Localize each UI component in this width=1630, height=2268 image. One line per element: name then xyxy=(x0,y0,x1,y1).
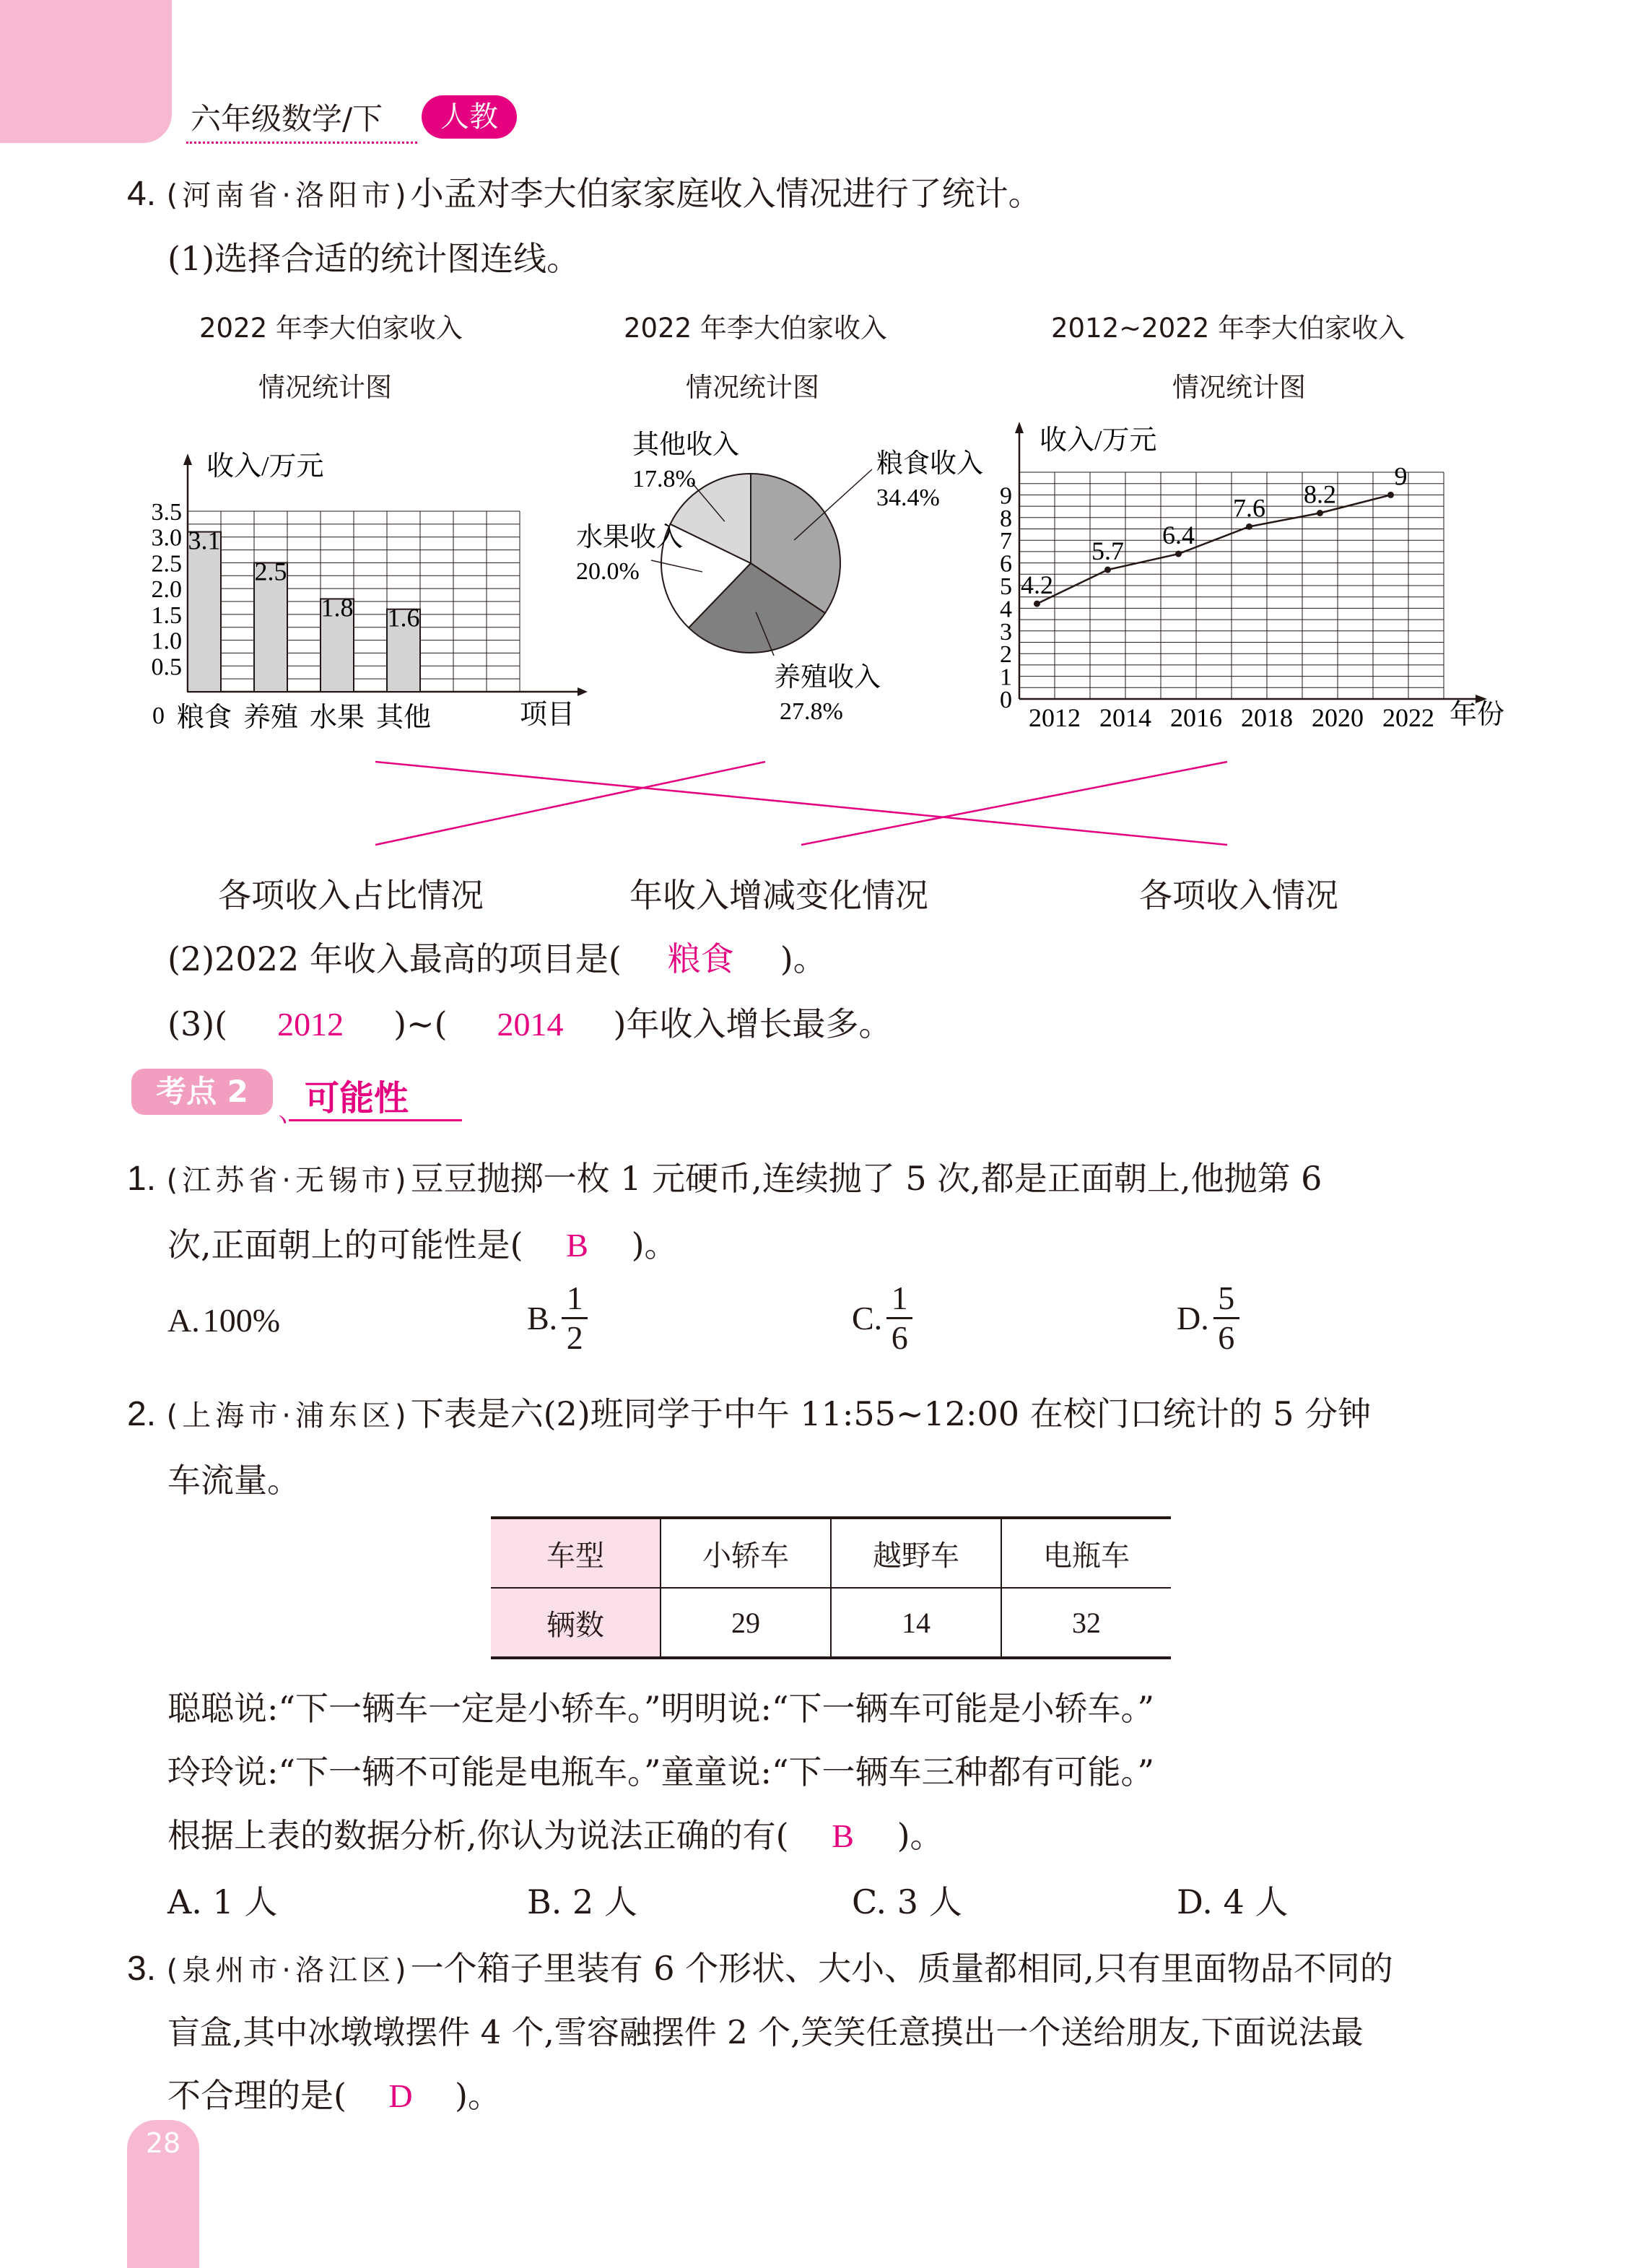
edition-badge: 人教 xyxy=(422,95,517,139)
point-value-label: 7.6 xyxy=(1233,493,1265,523)
match-line-line-to-trend xyxy=(801,762,1227,845)
pie-slice-percent: 17.8% xyxy=(632,466,696,492)
question-source: (泉州市·洛江区) xyxy=(166,1954,411,1987)
question-number: 3. xyxy=(127,1950,157,1988)
denominator: 6 xyxy=(891,1319,908,1356)
question-number: 4. xyxy=(127,175,157,213)
p1-option-d[interactable] xyxy=(1177,1279,1239,1357)
q4-part1: (1)选择合适的统计图连线。 xyxy=(167,239,580,278)
line-chart xyxy=(967,412,1516,751)
data-point xyxy=(1387,492,1394,498)
match-label-share: 各项收入占比情况 xyxy=(218,876,484,915)
p1-option-a[interactable] xyxy=(167,1301,280,1339)
line-chart-title: 2012~2022 年李大伯家收入 xyxy=(1051,313,1405,344)
x-tick-label: 2012 xyxy=(1029,703,1081,732)
question-text: 一个箱子里装有 6 个形状、大小、质量都相同,只有里面物品不同的 xyxy=(410,1949,1393,1988)
x-tick-label: 养殖 xyxy=(243,703,299,733)
point-value-label: 6.4 xyxy=(1162,521,1195,550)
table-header-cell: 电瓶车 xyxy=(1001,1518,1171,1588)
question-source: (河南省·洛阳市) xyxy=(166,179,411,212)
matching-lines xyxy=(361,751,1256,852)
p2-option-c[interactable]: C. 3 人 xyxy=(852,1882,962,1921)
match-label-amounts: 各项收入情况 xyxy=(1139,876,1338,915)
pie-slice-percent: 20.0% xyxy=(576,558,640,585)
y-tick-label: 2.5 xyxy=(151,550,182,578)
y-tick-label: 1 xyxy=(1000,664,1012,691)
denominator: 2 xyxy=(566,1319,583,1356)
bar-chart-subtitle: 情况统计图 xyxy=(258,372,392,403)
text: (3)( xyxy=(167,1004,228,1043)
q4-part3 xyxy=(167,998,892,1046)
x-tick-label: 其他 xyxy=(375,703,432,733)
answer-part2: 粮食 xyxy=(667,941,734,978)
option-label: C. xyxy=(852,1300,883,1337)
data-point xyxy=(1317,510,1323,516)
y-axis-arrow xyxy=(183,453,192,465)
q4-stem xyxy=(127,168,1042,215)
text: (2)2022 年收入最高的项目是( xyxy=(167,939,622,978)
p1-option-b[interactable] xyxy=(527,1279,588,1357)
question-number: 2. xyxy=(127,1395,157,1433)
numerator: 5 xyxy=(1218,1279,1235,1316)
bar-value-label: 3.1 xyxy=(188,526,221,555)
text: 不合理的是( xyxy=(167,2076,347,2115)
text: 次,正面朝上的可能性是( xyxy=(167,1225,523,1264)
x-axis-label: 年份 xyxy=(1450,700,1505,730)
question-number: 1. xyxy=(127,1160,157,1198)
y-tick-label: 5 xyxy=(1000,573,1012,600)
y-tick-label: 3 xyxy=(1000,618,1012,646)
match-line-bar-to-amounts xyxy=(375,762,1227,845)
text: )年收入增长最多。 xyxy=(613,1004,892,1043)
y-tick-label: 3.0 xyxy=(151,524,182,552)
bar-chart-title: 2022 年李大伯家收入 xyxy=(199,313,463,344)
x-tick-label: 2016 xyxy=(1170,703,1222,732)
bar-value-label: 2.5 xyxy=(254,557,287,586)
option-label: B. xyxy=(527,1300,558,1337)
question-source: (江苏省·无锡市) xyxy=(166,1164,411,1197)
pie-slice-name: 粮食收入 xyxy=(876,449,983,479)
section-tag: 考点 2 xyxy=(131,1069,273,1115)
p3-line3 xyxy=(167,2069,501,2117)
answer-p3: D xyxy=(388,2077,413,2114)
section-title: 可能性 xyxy=(305,1078,409,1118)
bar-chart xyxy=(144,433,606,751)
table-cell: 29 xyxy=(661,1588,831,1658)
y-tick-label: 1.0 xyxy=(151,627,182,655)
y-tick-label: 0 xyxy=(152,703,165,729)
x-tick-label: 2018 xyxy=(1241,703,1293,732)
pie-chart-title: 2022 年李大伯家收入 xyxy=(624,313,887,344)
pie-slice-name: 其他收入 xyxy=(632,430,739,460)
option-label: D. xyxy=(1177,1300,1209,1337)
header-pink-block xyxy=(0,0,172,143)
y-axis-label: 收入/万元 xyxy=(206,451,324,482)
fraction xyxy=(1213,1279,1239,1357)
question-text: 下表是六(2)班同学于中午 11:55~12:00 在校门口统计的 5 分钟 xyxy=(410,1394,1372,1433)
option-label: A. xyxy=(167,1302,200,1339)
line-chart-subtitle: 情况统计图 xyxy=(1172,372,1306,403)
table-cell: 32 xyxy=(1001,1588,1171,1658)
y-axis-label: 收入/万元 xyxy=(1040,425,1157,456)
numerator: 1 xyxy=(566,1279,583,1316)
q4-part2 xyxy=(167,933,827,981)
y-tick-label: 4 xyxy=(1000,596,1012,623)
p1-stem-line2 xyxy=(167,1219,678,1266)
y-tick-label: 7 xyxy=(1000,528,1012,555)
text: )。 xyxy=(897,1816,943,1855)
y-tick-label: 6 xyxy=(1000,550,1012,578)
bar-value-label: 1.6 xyxy=(387,603,420,633)
y-tick-label: 2 xyxy=(1000,641,1012,669)
x-tick-label: 2020 xyxy=(1312,703,1364,732)
pie-slice-name: 水果收入 xyxy=(576,523,683,552)
p2-stem-line1 xyxy=(127,1388,1371,1435)
table-header-cell: 越野车 xyxy=(831,1518,1001,1588)
option-value: 100% xyxy=(202,1302,281,1339)
p2-say-line1: 聪聪说:“下一辆车一定是小轿车。”明明说:“下一辆车可能是小轿车。” xyxy=(167,1689,1155,1728)
pie-chart xyxy=(563,412,983,751)
x-tick-label: 粮食 xyxy=(176,703,232,733)
table-header-cell: 车型 xyxy=(491,1518,661,1588)
fraction xyxy=(886,1279,912,1357)
section-deco-icon: ヽ xyxy=(271,1108,293,1133)
p2-stem-line2: 车流量。 xyxy=(167,1461,300,1500)
data-point xyxy=(1246,523,1252,530)
p1-stem-line1 xyxy=(127,1152,1322,1200)
question-text: 小孟对李大伯家家庭收入情况进行了统计。 xyxy=(410,174,1042,213)
pie-chart-subtitle: 情况统计图 xyxy=(686,372,819,403)
y-tick-label: 1.5 xyxy=(151,601,182,629)
p3-line1 xyxy=(127,1942,1393,1990)
p2-ask xyxy=(167,1809,943,1857)
y-axis-arrow xyxy=(1015,422,1024,433)
question-source: (上海市·浦东区) xyxy=(166,1399,411,1433)
point-value-label: 4.2 xyxy=(1021,570,1053,600)
y-tick-label: 2.0 xyxy=(151,576,182,604)
y-tick-label: 0 xyxy=(1000,687,1012,713)
table-cell: 14 xyxy=(831,1588,1001,1658)
y-tick-label: 0.5 xyxy=(151,653,182,681)
section-underline xyxy=(289,1119,462,1121)
text: )。 xyxy=(631,1225,678,1264)
point-value-label: 9 xyxy=(1394,461,1408,491)
answer-p1: B xyxy=(566,1227,588,1264)
bar-1 xyxy=(188,532,221,692)
answer-part3-start: 2012 xyxy=(277,1006,344,1043)
text: )。 xyxy=(780,939,827,978)
bar-value-label: 1.8 xyxy=(321,593,354,622)
p1-option-c[interactable] xyxy=(852,1279,912,1357)
numerator: 1 xyxy=(891,1279,908,1316)
p2-option-b[interactable]: B. 2 人 xyxy=(527,1882,637,1921)
denominator: 6 xyxy=(1218,1319,1235,1356)
question-text: 豆豆抛掷一枚 1 元硬币,连续抛了 5 次,都是正面朝上,他抛第 6 xyxy=(410,1159,1322,1198)
x-tick-label: 2014 xyxy=(1099,703,1151,732)
page-number: 28 xyxy=(145,2127,181,2159)
pie-slice-percent: 34.4% xyxy=(876,485,940,511)
p3-line2: 盲盒,其中冰墩墩摆件 4 个,雪容融摆件 2 个,笑笑任意摸出一个送给朋友,下面说法最 xyxy=(167,2013,1364,2051)
header-grade-subject: 六年级数学/下 xyxy=(191,101,383,136)
traffic-table xyxy=(491,1516,1171,1659)
table-header-cell: 小轿车 xyxy=(661,1518,831,1588)
data-point xyxy=(1104,567,1111,573)
answer-part3-end: 2014 xyxy=(497,1006,564,1043)
p2-option-d[interactable]: D. 4 人 xyxy=(1177,1882,1289,1921)
text: )。 xyxy=(454,2076,501,2115)
header-underline xyxy=(186,142,417,144)
match-label-trend: 年收入增减变化情况 xyxy=(629,876,928,915)
answer-p2: B xyxy=(832,1817,854,1854)
point-value-label: 8.2 xyxy=(1304,479,1336,509)
y-tick-label: 3.5 xyxy=(151,499,182,526)
x-axis-label: 项目 xyxy=(520,700,575,730)
data-point xyxy=(1175,551,1182,557)
p2-option-a[interactable]: A. 1 人 xyxy=(167,1882,278,1921)
fraction xyxy=(562,1279,588,1357)
table-cell: 辆数 xyxy=(491,1588,661,1658)
x-tick-label: 水果 xyxy=(309,703,365,733)
pie-slice-percent: 27.8% xyxy=(780,698,843,725)
data-point xyxy=(1034,601,1040,607)
y-tick-label: 8 xyxy=(1000,505,1012,532)
p2-say-line2: 玲玲说:“下一辆不可能是电瓶车。”童童说:“下一辆车三种都有可能。” xyxy=(167,1752,1155,1791)
text: )~( xyxy=(393,1004,448,1043)
text: 根据上表的数据分析,你认为说法正确的有( xyxy=(167,1816,789,1855)
pie-slice-name: 养殖收入 xyxy=(774,663,881,692)
point-value-label: 5.7 xyxy=(1091,536,1124,566)
table-row xyxy=(491,1588,1171,1658)
table-row xyxy=(491,1518,1171,1588)
y-tick-label: 9 xyxy=(1000,482,1012,510)
x-tick-label: 2022 xyxy=(1382,703,1434,732)
match-line-pie-to-share xyxy=(375,762,765,845)
